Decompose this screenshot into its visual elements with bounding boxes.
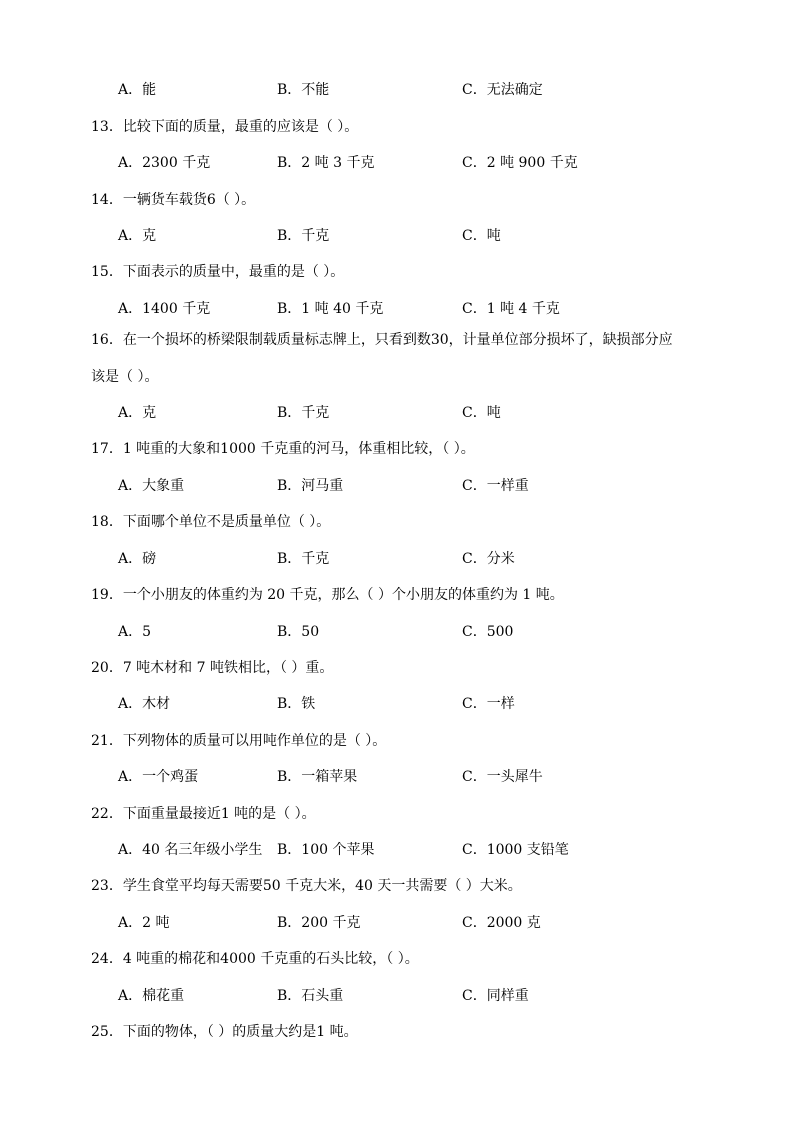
question-24-options [0, 986, 794, 1016]
option-a: A．2300 千克 [118, 155, 211, 171]
option-b: B．一箱苹果 [277, 769, 358, 785]
question-16 [0, 330, 794, 360]
option-c: C．1000 支铅笔 [462, 842, 569, 858]
question-text: 17．1 吨重的大象和1000 千克重的河马，体重相比较，（ ）。 [91, 441, 475, 457]
question-19-options [0, 622, 794, 652]
option-b: B．石头重 [277, 988, 344, 1004]
question-15 [0, 262, 794, 292]
question-13 [0, 117, 794, 147]
question-text: 24．4 吨重的棉花和4000 千克重的石头比较，（ ）。 [91, 951, 419, 967]
question-17-options [0, 476, 794, 506]
option-c: C．2 吨 900 千克 [462, 155, 578, 171]
question-17 [0, 439, 794, 469]
question-text: 15．下面表示的质量中，最重的是（ ）。 [91, 264, 345, 280]
option-b: B．千克 [277, 551, 330, 567]
question-21-options [0, 767, 794, 797]
option-c: C．吨 [462, 405, 501, 421]
question-20 [0, 658, 794, 688]
option-b: B．河马重 [277, 478, 344, 494]
option-a: A．2 吨 [118, 915, 170, 931]
question-25 [0, 1022, 794, 1052]
option-a: A．1400 千克 [118, 301, 211, 317]
question-16-continued [0, 367, 794, 397]
option-b: B．千克 [277, 228, 330, 244]
option-c: C．分米 [462, 551, 515, 567]
option-b: B．1 吨 40 千克 [277, 301, 384, 317]
option-a: A．5 [118, 624, 152, 640]
option-a: A．能 [118, 82, 157, 98]
option-b: B．铁 [277, 696, 316, 712]
question-22-options [0, 840, 794, 870]
question-text: 14．一辆货车载货6（ ）。 [91, 192, 256, 208]
question-text: 16．在一个损坏的桥梁限制载质量标志牌上，只看到数30，计量单位部分损坏了，缺损部分应 [91, 332, 673, 348]
option-c: C．1 吨 4 千克 [462, 301, 560, 317]
option-b: B．千克 [277, 405, 330, 421]
option-c: C．500 [462, 624, 514, 640]
option-b: B．100 个苹果 [277, 842, 375, 858]
option-a: A．大象重 [118, 478, 185, 494]
option-b: B．50 [277, 624, 320, 640]
question-15-options [0, 299, 794, 329]
question-text: 18．下面哪个单位不是质量单位（ ）。 [91, 514, 331, 530]
question-21 [0, 731, 794, 761]
question-text-continued: 该是（ ）。 [91, 369, 159, 385]
question-19 [0, 585, 794, 615]
option-a: A．木材 [118, 696, 171, 712]
option-c: C．一头犀牛 [462, 769, 543, 785]
question-text: 21．下列物体的质量可以用吨作单位的是（ ）。 [91, 733, 387, 749]
option-b: B．2 吨 3 千克 [277, 155, 375, 171]
option-a: A．棉花重 [118, 988, 185, 1004]
question-text: 19．一个小朋友的体重约为 20 千克，那么（ ）个小朋友的体重约为 1 吨。 [91, 587, 564, 603]
question-22 [0, 804, 794, 834]
question-16-options [0, 403, 794, 433]
question-24 [0, 949, 794, 979]
option-b: B．不能 [277, 82, 330, 98]
question-text: 13．比较下面的质量，最重的应该是（ ）。 [91, 119, 359, 135]
question-23 [0, 876, 794, 906]
question-20-options [0, 694, 794, 724]
option-c: C．2000 克 [462, 915, 541, 931]
option-c: C．一样重 [462, 478, 529, 494]
question-14 [0, 190, 794, 220]
question-14-options [0, 226, 794, 256]
question-text: 22．下面重量最接近1 吨的是（ ）。 [91, 806, 316, 822]
question-18 [0, 512, 794, 542]
option-a: A．克 [118, 405, 157, 421]
question-18-options [0, 549, 794, 579]
question-23-options [0, 913, 794, 943]
option-a: A．磅 [118, 551, 157, 567]
option-b: B．200 千克 [277, 915, 361, 931]
option-c: C．一样 [462, 696, 515, 712]
option-c: C．吨 [462, 228, 501, 244]
question-text: 20．7 吨木材和 7 吨铁相比，（ ）重。 [91, 660, 334, 676]
option-a: A．40 名三年级小学生 [118, 842, 263, 858]
question-text: 25．下面的物体，（ ）的质量大约是1 吨。 [91, 1024, 358, 1040]
option-c: C．同样重 [462, 988, 529, 1004]
option-c: C．无法确定 [462, 82, 543, 98]
option-a: A．克 [118, 228, 157, 244]
option-a: A．一个鸡蛋 [118, 769, 199, 785]
question-text: 23．学生食堂平均每天需要50 千克大米，40 天一共需要（ ）大米。 [91, 878, 522, 894]
question-13-options [0, 153, 794, 183]
question-12-options [0, 80, 794, 110]
